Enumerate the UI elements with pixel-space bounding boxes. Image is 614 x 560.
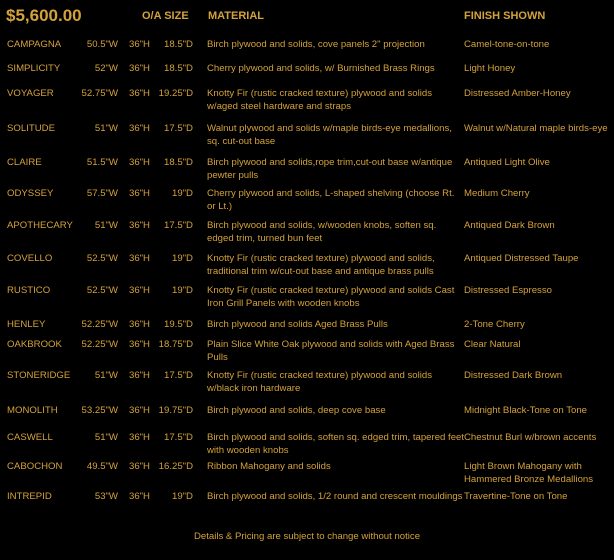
width-value: 51"W (94, 370, 118, 381)
finish-text: Clear Natural (464, 339, 521, 350)
finish-text: Light Honey (464, 63, 516, 74)
material-text: Birch plywood and solids, cove panels 2" projection (207, 39, 425, 50)
material-text: Cherry plywood and solids, L-shaped shelving (choose Rt. or Lt.) (207, 188, 455, 212)
material-text: Knotty Fir (rustic cracked texture) plywood and solids w/aged steel hardware and straps (207, 88, 433, 112)
material-text: Plain Slice White Oak plywood and solids with Aged Brass Pulls (207, 339, 455, 363)
material-text: Birch plywood and solids, w/wooden knobs, soften sq. edged trim, turned bun feet (207, 220, 437, 244)
height-value: 36"H (128, 39, 150, 50)
product-name: SIMPLICITY (7, 63, 61, 74)
finish-text: Antiqued Dark Brown (464, 220, 555, 231)
material-column-header: MATERIAL (208, 10, 265, 22)
depth-value: 19"D (171, 285, 193, 296)
height-value: 36"H (128, 188, 150, 199)
material-text: Knotty Fir (rustic cracked texture) plywood and solids Cast Iron Grill Panels with wooden knobs (207, 285, 455, 309)
finish-text: Chestnut Burl w/brown accents (464, 432, 597, 443)
product-name: RUSTICO (7, 285, 51, 296)
product-name: OAKBROOK (7, 339, 62, 350)
width-value: 49.5"W (86, 461, 118, 472)
height-value: 36"H (128, 319, 150, 330)
width-value: 50.5"W (86, 39, 118, 50)
finish-text: Walnut w/Natural maple birds-eye (464, 123, 608, 134)
material-text: Birch plywood and solids Aged Brass Pulls (207, 319, 388, 330)
height-value: 36"H (128, 220, 150, 231)
height-value: 36"H (128, 63, 150, 74)
product-name: VOYAGER (7, 88, 54, 99)
width-value: 51"W (94, 432, 118, 443)
width-value: 53.25"W (81, 405, 118, 416)
depth-value: 19"D (171, 253, 193, 264)
size-column-header: O/A SIZE (142, 10, 189, 22)
product-name: SOLITUDE (7, 123, 55, 134)
finish-text: Distressed Amber-Honey (464, 88, 571, 99)
product-name: CLAIRE (7, 157, 42, 168)
width-value: 52.5"W (86, 253, 118, 264)
material-text: Birch plywood and solids, 1/2 round and crescent mouldings (207, 491, 463, 502)
height-value: 36"H (128, 253, 150, 264)
product-name: HENLEY (7, 319, 46, 330)
depth-value: 18.5"D (163, 63, 193, 74)
finish-text: Medium Cherry (464, 188, 530, 199)
height-value: 36"H (128, 285, 150, 296)
height-value: 36"H (128, 88, 150, 99)
disclaimer-text: Details & Pricing are subject to change without notice (193, 531, 421, 542)
product-name: STONERIDGE (7, 370, 71, 381)
material-text: Walnut plywood and solids w/maple birds-eye medallions, sq. cut-out base (207, 123, 452, 147)
product-name: MONOLITH (7, 405, 58, 416)
depth-value: 17.5"D (163, 220, 193, 231)
height-value: 36"H (128, 157, 150, 168)
width-value: 51"W (94, 220, 118, 231)
finish-text: Distressed Dark Brown (464, 370, 563, 381)
material-text: Birch plywood and solids,rope trim,cut-out base w/antique pewter pulls (207, 157, 453, 181)
finish-text: Travertine-Tone on Tone (464, 491, 568, 502)
width-value: 52"W (94, 63, 118, 74)
product-name: COVELLO (7, 253, 53, 264)
finish-text: 2-Tone Cherry (464, 319, 525, 330)
height-value: 36"H (128, 491, 150, 502)
depth-value: 19.25"D (158, 88, 193, 99)
finish-column-header: FINISH SHOWN (464, 10, 546, 22)
material-text: Cherry plywood and solids, w/ Burnished Brass Rings (207, 63, 435, 74)
material-text: Knotty Fir (rustic cracked texture) plywood and solids, traditional trim w/cut-out base and antique brass pulls (207, 253, 435, 277)
product-name: ODYSSEY (7, 188, 54, 199)
depth-value: 19"D (171, 188, 193, 199)
depth-value: 18.75"D (158, 339, 193, 350)
width-value: 51.5"W (86, 157, 118, 168)
material-text: Knotty Fir (rustic cracked texture) plywood and solids w/black iron hardware (207, 370, 433, 394)
finish-text: Camel-tone-on-tone (464, 39, 550, 50)
width-value: 57.5"W (86, 188, 118, 199)
material-text: Birch plywood and solids, deep cove base (207, 405, 386, 416)
width-value: 52.25"W (81, 319, 118, 330)
depth-value: 18.5"D (163, 39, 193, 50)
depth-value: 17.5"D (163, 123, 193, 134)
height-value: 36"H (128, 370, 150, 381)
material-text: Ribbon Mahogany and solids (207, 461, 331, 472)
height-value: 36"H (128, 432, 150, 443)
price-heading: $5,600.00 (6, 6, 82, 25)
finish-text: Distressed Espresso (464, 285, 552, 296)
width-value: 52.25"W (81, 339, 118, 350)
depth-value: 19"D (171, 491, 193, 502)
height-value: 36"H (128, 123, 150, 134)
depth-value: 17.5"D (163, 370, 193, 381)
product-name: CABOCHON (7, 461, 63, 472)
product-name: INTREPID (7, 491, 52, 502)
finish-text: Midnight Black-Tone on Tone (464, 405, 588, 416)
width-value: 52.75"W (81, 88, 118, 99)
material-text: Birch plywood and solids, soften sq. edged trim, tapered feet with wooden knobs (207, 432, 465, 456)
finish-text: Light Brown Mahogany with Hammered Bronze Medallions (464, 461, 594, 485)
product-name: CASWELL (7, 432, 53, 443)
depth-value: 16.25"D (158, 461, 193, 472)
finish-text: Antiqued Distressed Taupe (464, 253, 579, 264)
width-value: 53"W (94, 491, 118, 502)
height-value: 36"H (128, 339, 150, 350)
product-name: CAMPAGNA (7, 39, 62, 50)
height-value: 36"H (128, 461, 150, 472)
finish-text: Antiqued Light Olive (464, 157, 550, 168)
width-value: 52.5"W (86, 285, 118, 296)
height-value: 36"H (128, 405, 150, 416)
depth-value: 19.5"D (163, 319, 193, 330)
width-value: 51"W (94, 123, 118, 134)
depth-value: 18.5"D (163, 157, 193, 168)
product-name: APOTHECARY (7, 220, 73, 231)
depth-value: 17.5"D (163, 432, 193, 443)
depth-value: 19.75"D (158, 405, 193, 416)
